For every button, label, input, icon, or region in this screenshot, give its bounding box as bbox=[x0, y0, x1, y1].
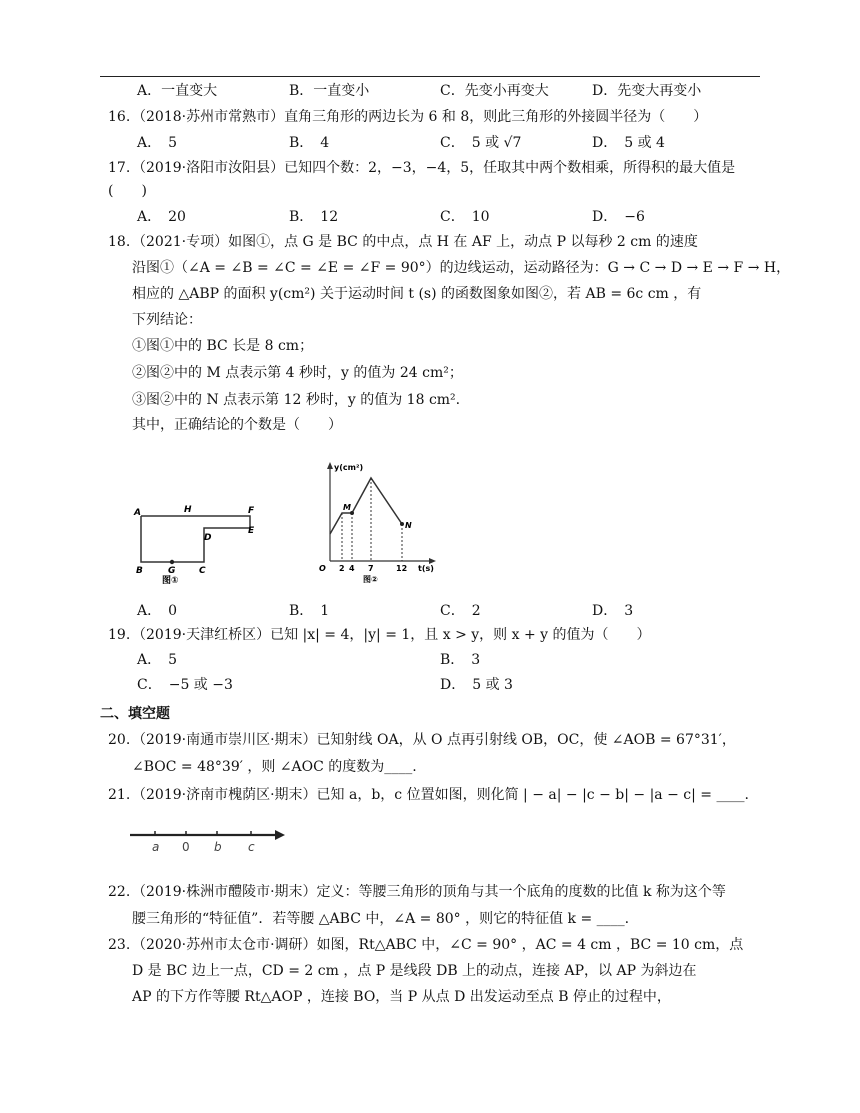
label-e: E bbox=[248, 526, 255, 536]
q16-text: （2018·苏州市常熟市）直角三角形的两边长为 6 和 8，则此三角形的外接圆半径为（ ） bbox=[132, 109, 708, 125]
q18-line3: 相应的 △ABP 的面积 y(cm²) 关于运动时间 t (s) 的函数图象如图②，若 AB = 6c cm ，有 bbox=[132, 286, 702, 302]
q19-option-b: B． 3 bbox=[440, 652, 481, 668]
q16-option-d: D． 5 或 4 bbox=[592, 135, 665, 151]
q18-line4: 下列结论： bbox=[132, 312, 202, 328]
number-line-arrow bbox=[275, 830, 285, 840]
tick-4: 4 bbox=[349, 564, 355, 573]
x-axis-label: t(s) bbox=[418, 564, 434, 573]
q22-line2: 腰三角形的“特征值”．若等腰 △ABC 中，∠A = 80° ，则它的特征值 k = ____. bbox=[132, 911, 630, 927]
q19-number: 19. bbox=[108, 627, 131, 643]
function-graph bbox=[330, 478, 402, 534]
y-axis-arrow bbox=[327, 462, 333, 469]
q18-option-c: C． 2 bbox=[440, 603, 481, 619]
q19-option-c: C． −5 或 −3 bbox=[137, 677, 233, 693]
q22-line1: （2019·株洲市醴陵市·期末）定义：等腰三角形的顶角与其一个底角的度数的比值 k 称为这个等 bbox=[132, 884, 726, 900]
q23-line2: D 是 BC 边上一点，CD = 2 cm ，点 P 是线段 DB 上的动点，连接 AP，以 AP 为斜边在 bbox=[132, 963, 697, 979]
q18-figure-2 bbox=[310, 458, 440, 588]
q15-option-a: A．一直变大 bbox=[137, 83, 218, 99]
label-m: M bbox=[343, 503, 351, 512]
q16-option-c: C． 5 或 √7 bbox=[440, 135, 522, 151]
q18-conclusion-3: ③图②中的 N 点表示第 12 秒时，y 的值为 18 cm². bbox=[132, 392, 461, 408]
q23-line3: AP 的下方作等腰 Rt△AOP ，连接 BO，当 P 从点 D 出发运动至点 B 停止的过程中， bbox=[132, 989, 671, 1005]
label-g: G bbox=[168, 566, 176, 576]
section-heading-fill-in: 二、填空题 bbox=[100, 706, 170, 722]
q16-option-b: B． 4 bbox=[289, 135, 330, 151]
q18-option-b: B． 1 bbox=[289, 603, 330, 619]
tick-7: 7 bbox=[368, 564, 374, 573]
q21-text: （2019·济南市槐荫区·期末）已知 a，b，c 位置如图，则化简 | − a| − |c − b| − |a − c| = ____. bbox=[132, 787, 749, 803]
label-c: c bbox=[248, 840, 255, 854]
q17-text-cont: ( ) bbox=[108, 183, 147, 199]
label-b: B bbox=[136, 566, 143, 576]
label-c: C bbox=[199, 566, 206, 576]
q20-line1: （2019·南通市崇川区·期末）已知射线 OA，从 O 点再引射线 OB，OC，使 ∠AOB = 67°31′， bbox=[132, 732, 736, 748]
q19-option-a: A． 5 bbox=[137, 652, 178, 668]
header-rule bbox=[100, 76, 760, 77]
q18-conclusion-2: ②图②中的 M 点表示第 4 秒时，y 的值为 24 cm²； bbox=[132, 365, 463, 381]
q18-option-d: D． 3 bbox=[592, 603, 634, 619]
q21-number-line bbox=[128, 822, 288, 858]
y-axis-label: y(cm²) bbox=[334, 463, 364, 472]
q15-option-d: D．先变大再变小 bbox=[592, 83, 702, 99]
q17-option-d: D． −6 bbox=[592, 209, 645, 225]
figure-1-caption: 图① bbox=[162, 576, 179, 585]
label-b: b bbox=[214, 840, 222, 854]
label-d: D bbox=[204, 533, 212, 543]
q18-number: 18. bbox=[108, 234, 131, 250]
q17-number: 17. bbox=[108, 160, 131, 176]
tick-12: 12 bbox=[396, 564, 408, 573]
q18-option-a: A． 0 bbox=[137, 603, 178, 619]
q17-text: （2019·洛阳市汝阳县）已知四个数：2，−3，−4，5，任取其中两个数相乘，所得积的最大值是 bbox=[132, 160, 736, 176]
origin-label: O bbox=[319, 564, 326, 573]
label-f: F bbox=[248, 506, 255, 516]
q17-option-a: A． 20 bbox=[137, 209, 186, 225]
label-zero: 0 bbox=[182, 840, 190, 854]
q16-number: 16. bbox=[108, 109, 131, 125]
q20-line2: ∠BOC = 48°39′ ，则 ∠AOC 的度数为____. bbox=[132, 759, 417, 775]
q19-option-d: D． 5 或 3 bbox=[440, 677, 513, 693]
label-n: N bbox=[405, 521, 412, 530]
q19-text: （2019·天津红桥区）已知 |x| = 4，|y| = 1，且 x > y，则 x + y 的值为（ ） bbox=[132, 627, 651, 643]
q23-line1: （2020·苏州市太仓市·调研）如图，Rt△ABC 中，∠C = 90° ，AC = 4 cm ，BC = 10 cm，点 bbox=[132, 937, 744, 953]
point-n-dot bbox=[400, 522, 404, 526]
figure-1-outline bbox=[141, 516, 250, 562]
q18-conclusion-1: ①图①中的 BC 长是 8 cm； bbox=[132, 338, 314, 354]
q15-option-c: C．先变小再变大 bbox=[440, 83, 549, 99]
q23-number: 23. bbox=[108, 937, 131, 953]
q15-option-b: B．一直变小 bbox=[289, 83, 370, 99]
tick-2: 2 bbox=[339, 564, 345, 573]
q16-option-a: A． 5 bbox=[137, 135, 178, 151]
q18-line2: 沿图①（∠A = ∠B = ∠C = ∠E = ∠F = 90°）的边线运动，运动路径为：G → C → D → E → F → H， bbox=[132, 260, 791, 276]
q21-number: 21. bbox=[108, 787, 131, 803]
q18-figure-1 bbox=[125, 495, 265, 585]
q18-question: 其中，正确结论的个数是（ ） bbox=[132, 417, 342, 433]
label-a: a bbox=[152, 840, 160, 854]
q17-option-c: C． 10 bbox=[440, 209, 490, 225]
label-a: A bbox=[134, 508, 141, 518]
q18-line1: （2021·专项）如图①，点 G 是 BC 的中点，点 H 在 AF 上，动点 P 以每秒 2 cm 的速度 bbox=[132, 234, 698, 250]
q20-number: 20. bbox=[108, 732, 131, 748]
point-g-dot bbox=[170, 560, 174, 564]
figure-2-caption: 图② bbox=[363, 575, 378, 584]
label-h: H bbox=[184, 505, 192, 515]
q17-option-b: B． 12 bbox=[289, 209, 339, 225]
q22-number: 22. bbox=[108, 884, 131, 900]
